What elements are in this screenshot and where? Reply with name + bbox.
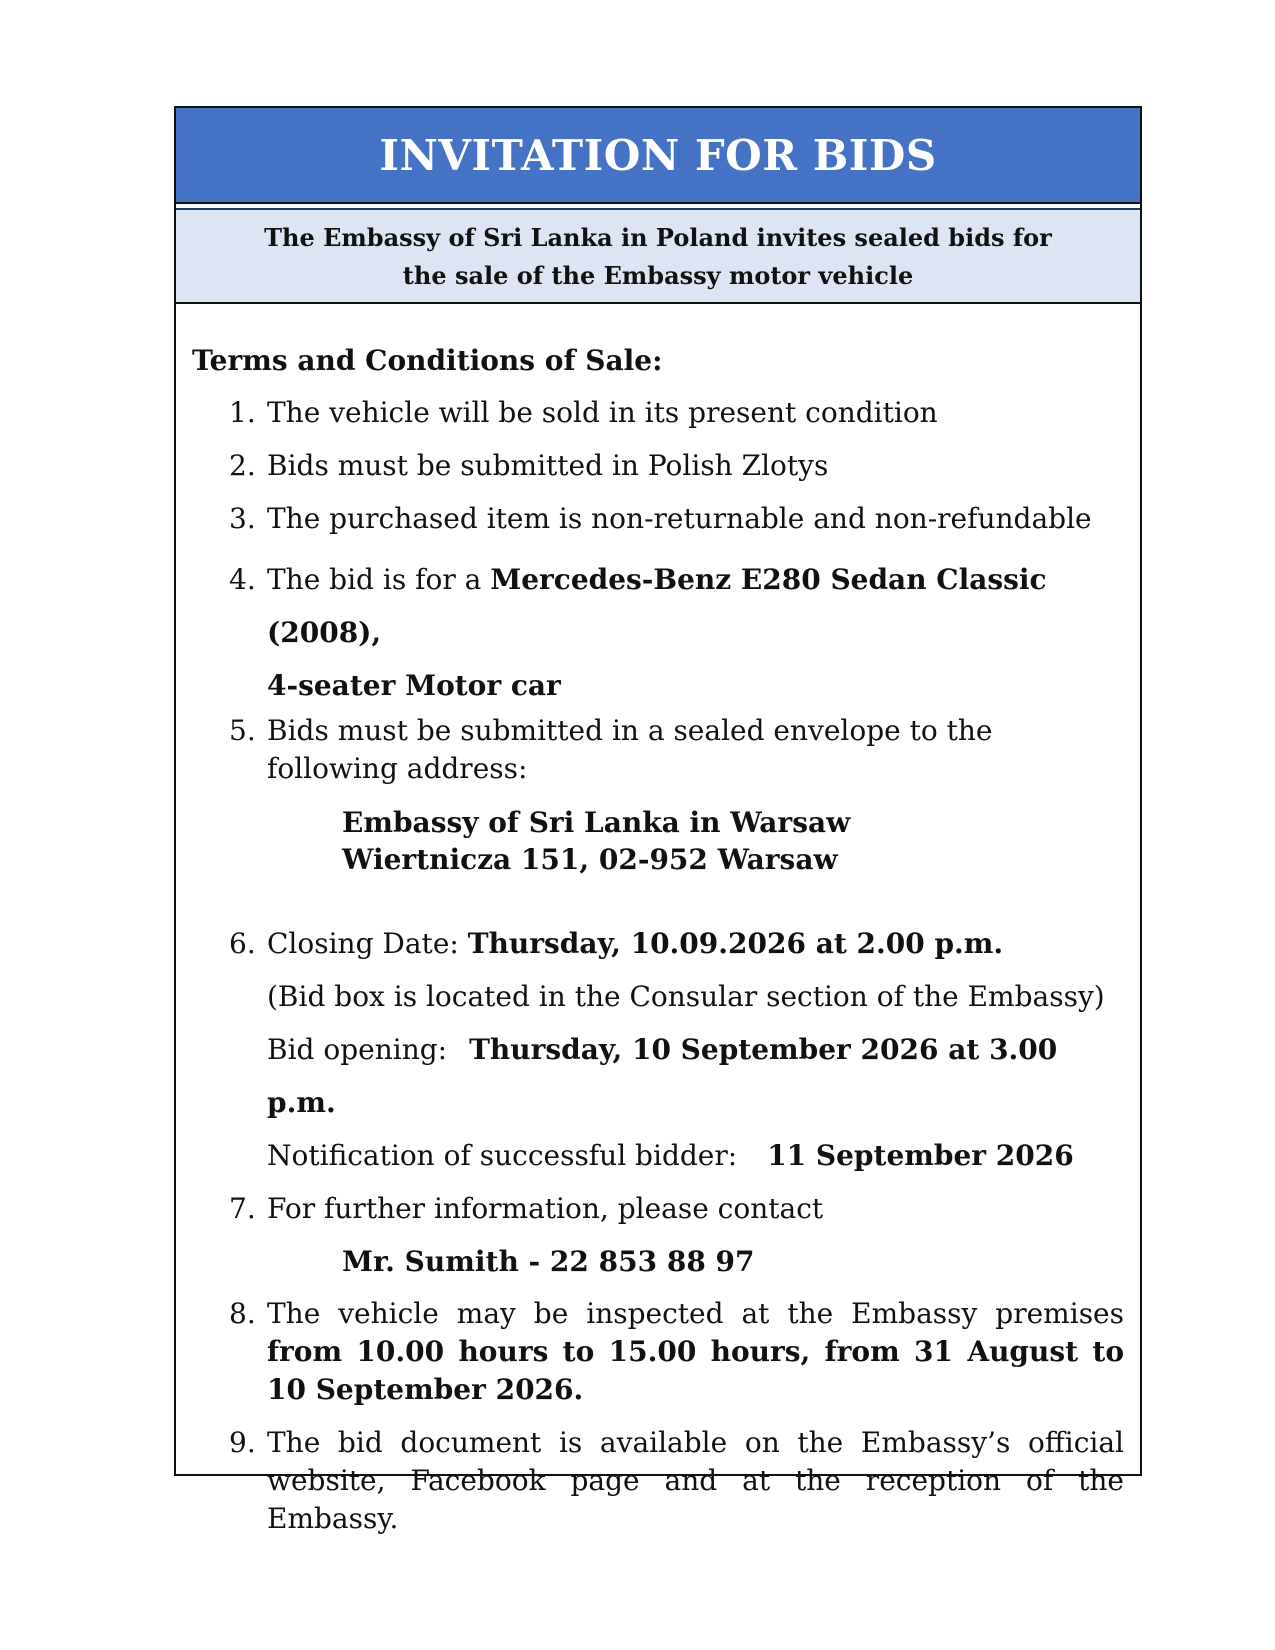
- notification-label: Notification of successful bidder:: [267, 1139, 738, 1172]
- item-text: The bid is for a: [267, 563, 491, 596]
- subtitle-bar: [176, 208, 1140, 304]
- bid-opening-label: Bid opening:: [267, 1033, 448, 1066]
- list-item-3: [192, 500, 1124, 538]
- item-number: 4.: [229, 563, 256, 596]
- list-item-1: [192, 394, 1124, 432]
- vehicle-model: Mercedes-Benz E280 Sedan Classic (2008),: [267, 563, 1047, 649]
- item-number: 3.: [229, 502, 256, 535]
- vehicle-type: 4-seater Motor car: [267, 669, 561, 702]
- address-line-1: Embassy of Sri Lanka in Warsaw: [342, 806, 851, 839]
- item-number: 6.: [229, 927, 256, 960]
- list-item-9: [192, 1424, 1124, 1538]
- address-block: [192, 804, 1124, 878]
- item-number: 7.: [229, 1192, 256, 1225]
- address-line-2: Wiertnicza 151, 02-952 Warsaw: [342, 843, 838, 876]
- item-number: 2.: [229, 449, 256, 482]
- item-text: The purchased item is non-returnable and non-refundable: [267, 502, 1092, 535]
- bid-opening-value: Thursday, 10 September 2026 at 3.00 p.m.: [267, 1033, 1058, 1119]
- item-number: 9.: [229, 1426, 256, 1459]
- list-item-4: [192, 553, 1124, 712]
- bid-box-note: (Bid box is located in the Consular section of the Embassy): [267, 980, 1105, 1013]
- page-title: INVITATION FOR BIDS: [379, 130, 937, 180]
- item-text: Bids must be submitted in a sealed envelope to the following address:: [267, 714, 993, 785]
- list-item-2: [192, 447, 1124, 485]
- item-number: 1.: [229, 396, 256, 429]
- list-item-5: [192, 712, 1124, 788]
- item-text: The vehicle may be inspected at the Embassy premises: [267, 1297, 1124, 1330]
- subtitle-line-2: the sale of the Embassy motor vehicle: [402, 261, 914, 290]
- item-number: 5.: [229, 714, 256, 747]
- item-text: Bids must be submitted in Polish Zlotys: [267, 449, 829, 482]
- item-number: 8.: [229, 1297, 256, 1330]
- closing-date: Thursday, 10.09.2026 at 2.00 p.m.: [467, 927, 1004, 960]
- contact-person: Mr. Sumith - 22 853 88 97: [342, 1245, 755, 1278]
- notification-value: 11 September 2026: [767, 1139, 1074, 1172]
- item-text: The bid document is available on the Embassy’s official website, Facebook page and at the reception of the Embassy.: [267, 1426, 1124, 1535]
- item-text: The vehicle will be sold in its present condition: [267, 396, 938, 429]
- item-text: For further information, please contact: [267, 1192, 824, 1225]
- list-item-8: [192, 1288, 1124, 1409]
- item-text: Closing Date:: [267, 927, 468, 960]
- subtitle-line-1: The Embassy of Sri Lanka in Poland invites sealed bids for: [264, 223, 1052, 252]
- notice-box: [174, 106, 1142, 1535]
- list-item-7: [192, 1182, 1124, 1235]
- terms-content: [176, 342, 1140, 1538]
- list-item-6: [192, 917, 1124, 1182]
- terms-heading: Terms and Conditions of Sale:: [192, 344, 663, 377]
- inspection-period: from 10.00 hours to 15.00 hours, from 31 August to 10 September 2026.: [267, 1335, 1124, 1406]
- title-bar: [176, 108, 1140, 204]
